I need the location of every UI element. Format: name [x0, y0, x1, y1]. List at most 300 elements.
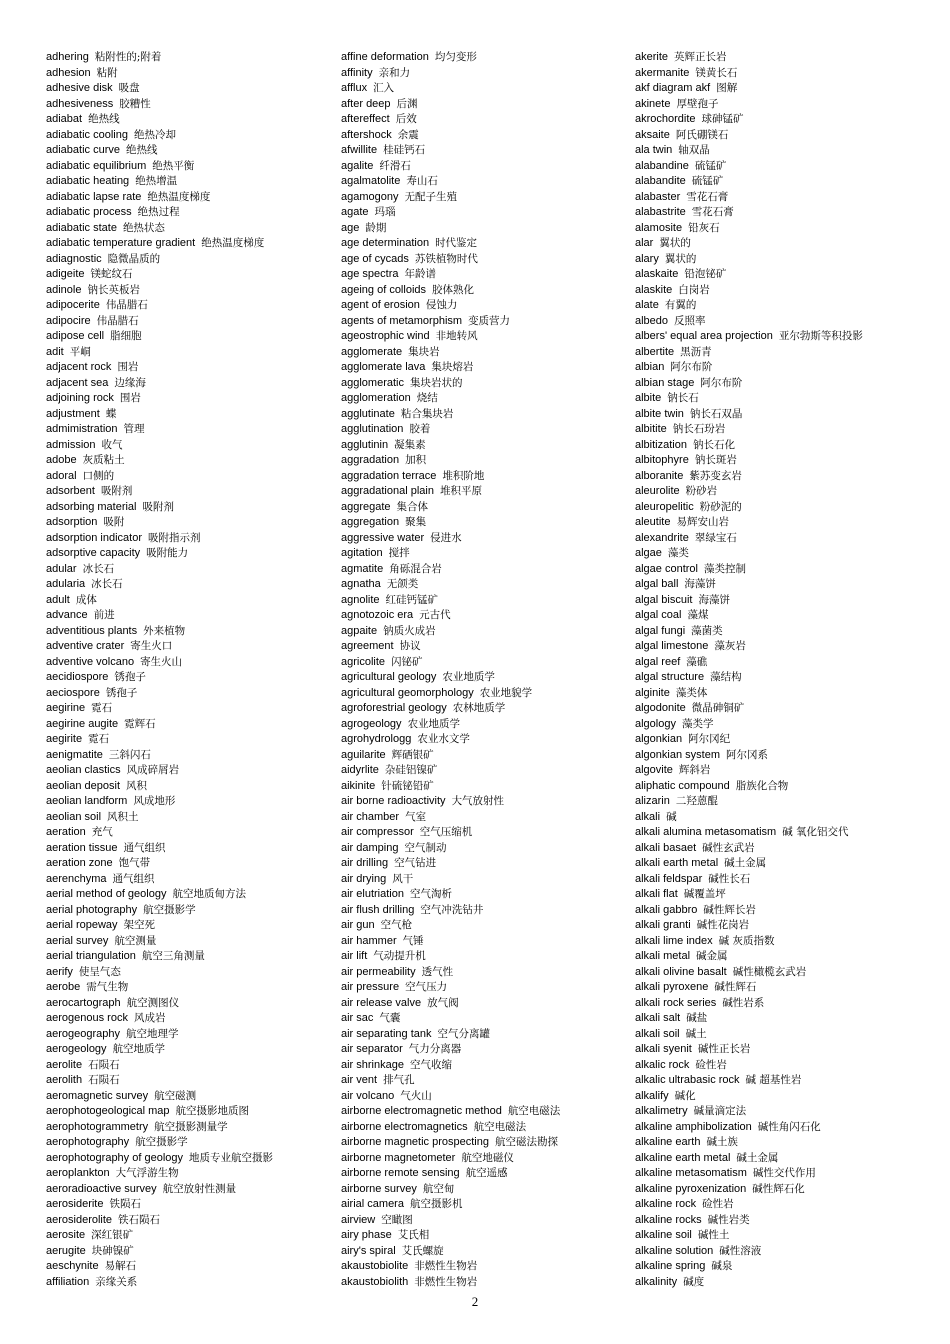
chinese-translation: 碱度 — [683, 1275, 705, 1288]
glossary-entry — [635, 174, 940, 190]
glossary-entry — [635, 825, 940, 841]
glossary-entry — [341, 763, 641, 779]
chinese-translation: 钠长石玢岩 — [672, 423, 726, 435]
glossary-entry — [341, 1197, 641, 1213]
english-term: aggregation — [341, 516, 400, 528]
chinese-translation: 绝热平衡 — [152, 159, 195, 172]
english-term: after deep — [341, 97, 391, 110]
chinese-translation: 玛瑙 — [374, 206, 396, 218]
english-term: aikinite — [341, 779, 376, 792]
chinese-translation: 空气钻进 — [394, 857, 437, 869]
english-term: aleuropelitic — [635, 500, 694, 513]
glossary-entry — [46, 190, 346, 206]
english-term: alkali salt — [635, 1012, 681, 1024]
chinese-translation: 霓石 — [88, 733, 110, 745]
glossary-entry — [341, 81, 641, 97]
english-term: adventive crater — [46, 640, 125, 652]
english-term: aftershock — [341, 128, 392, 141]
glossary-entry — [341, 949, 641, 965]
glossary-entry — [46, 949, 346, 965]
glossary-entry — [46, 236, 346, 252]
chinese-translation: 绝热温度梯度 — [201, 237, 265, 249]
chinese-translation: 苏铁植物时代 — [414, 252, 478, 265]
english-term: aerophotogrammetry — [46, 1120, 149, 1133]
english-term: air permeability — [341, 965, 416, 978]
english-term: algal ball — [635, 578, 679, 590]
chinese-translation: 红硅钙锰矿 — [385, 593, 439, 606]
chinese-translation: 钠长英板岩 — [87, 283, 140, 296]
glossary-entry — [635, 469, 940, 485]
chinese-translation: 藻类体 — [675, 686, 708, 699]
chinese-translation: 绝热线 — [126, 144, 158, 156]
english-term: air borne radioactivity — [341, 795, 446, 807]
glossary-entry — [341, 267, 641, 283]
chinese-translation: 大气浮游生物 — [115, 1167, 179, 1179]
english-term: alkaline rock — [635, 1198, 697, 1210]
chinese-translation: 放气阀 — [427, 996, 459, 1009]
english-term: agglutinate — [341, 407, 395, 420]
chinese-translation: 烧结 — [416, 392, 438, 404]
chinese-translation: 翼状的 — [664, 252, 697, 265]
english-term: air vent — [341, 1074, 378, 1086]
english-term: alginite — [635, 686, 670, 699]
chinese-translation: 空气压力 — [405, 981, 448, 993]
english-term: aguilarite — [341, 748, 386, 761]
glossary-entry — [46, 841, 346, 857]
glossary-entry — [635, 577, 940, 593]
glossary-entry — [46, 205, 346, 221]
english-term: adjustment — [46, 407, 100, 420]
chinese-translation: 余震 — [397, 128, 419, 141]
chinese-translation: 吸附剂 — [100, 485, 133, 497]
english-term: air lift — [341, 950, 368, 962]
chinese-translation: 边缘海 — [114, 376, 146, 389]
glossary-entry — [341, 887, 641, 903]
english-term: algal reef — [635, 655, 681, 668]
glossary-entry — [341, 469, 641, 485]
chinese-translation: 碱性辉石 — [714, 981, 757, 993]
english-term: afwillite — [341, 144, 378, 156]
english-term: akaustobiolith — [341, 1275, 409, 1288]
chinese-translation: 硷性岩 — [695, 1058, 727, 1071]
chinese-translation: 粉砂岩 — [685, 485, 718, 497]
chinese-translation: 空气收缩 — [409, 1058, 452, 1071]
chinese-translation: 碱土 — [685, 1027, 707, 1040]
english-term: albite twin — [635, 407, 684, 420]
english-term: alary — [635, 252, 659, 265]
chinese-translation: 吸附 — [103, 516, 125, 528]
english-term: adiabatic temperature gradient — [46, 237, 196, 249]
english-term: alkali soil — [635, 1027, 680, 1040]
english-term: adhesion — [46, 66, 91, 79]
english-term: alkali lime index — [635, 934, 713, 947]
glossary-entry — [635, 66, 940, 82]
glossary-entry — [46, 1120, 346, 1136]
chinese-translation: 微晶砷铜矿 — [691, 702, 745, 714]
chinese-translation: 角砾混合岩 — [389, 562, 442, 575]
chinese-translation: 气室 — [405, 810, 427, 823]
glossary-entry — [341, 1089, 641, 1105]
english-term: alabandite — [635, 175, 686, 187]
english-term: aggradational plain — [341, 485, 434, 497]
glossary-entry — [46, 422, 346, 438]
glossary-entry — [635, 593, 940, 609]
chinese-translation: 易解石 — [104, 1260, 137, 1272]
english-term: aleurolite — [635, 485, 680, 497]
glossary-entry — [46, 965, 346, 981]
chinese-translation: 聚集 — [405, 516, 427, 528]
glossary-entry — [46, 360, 346, 376]
english-term: ala twin — [635, 144, 673, 156]
english-term: adhesive disk — [46, 82, 113, 94]
glossary-entry — [341, 562, 641, 578]
glossary-entry — [635, 608, 940, 624]
english-term: aenigmatite — [46, 748, 103, 761]
chinese-translation: 黑沥青 — [680, 345, 712, 358]
glossary-entry — [341, 515, 641, 531]
chinese-translation: 石陨石 — [88, 1058, 120, 1071]
chinese-translation: 碱性长石 — [708, 872, 751, 885]
glossary-entry — [46, 732, 346, 748]
glossary-entry — [46, 283, 346, 299]
glossary-entry — [341, 980, 641, 996]
glossary-column-3 — [635, 50, 940, 1290]
english-term: airborne remote sensing — [341, 1167, 460, 1179]
glossary-entry — [46, 174, 346, 190]
english-term: alkali rock series — [635, 996, 717, 1009]
english-term: albertite — [635, 345, 675, 358]
chinese-translation: 航空摄影学 — [143, 903, 196, 916]
glossary-entry — [341, 500, 641, 516]
glossary-entry — [635, 1275, 940, 1291]
glossary-entry — [635, 903, 940, 919]
glossary-entry — [46, 469, 346, 485]
glossary-entry — [341, 717, 641, 733]
english-term: air hammer — [341, 934, 397, 947]
chinese-translation: 藻菌类 — [691, 624, 723, 637]
glossary-entry — [46, 1228, 346, 1244]
english-term: adularia — [46, 578, 86, 590]
chinese-translation: 伟晶腊石 — [96, 314, 139, 327]
glossary-entry — [341, 283, 641, 299]
english-term: agnatha — [341, 578, 381, 590]
chinese-translation: 白岗岩 — [678, 283, 710, 296]
english-term: adiabatic curve — [46, 144, 120, 156]
glossary-entry — [341, 252, 641, 268]
chinese-translation: 后渊 — [396, 97, 418, 110]
glossary-entry — [635, 546, 940, 562]
glossary-entry — [46, 593, 346, 609]
chinese-translation: 藻类学 — [681, 717, 714, 730]
chinese-translation: 气力分离器 — [408, 1043, 462, 1055]
glossary-entry — [46, 608, 346, 624]
english-term: aeration tissue — [46, 841, 118, 854]
chinese-translation: 航空摄影机 — [409, 1198, 463, 1210]
english-term: adjoining rock — [46, 392, 114, 404]
english-term: akaustobiolite — [341, 1260, 409, 1272]
english-term: alabaster — [635, 190, 681, 203]
chinese-translation: 碱性溶液 — [719, 1244, 762, 1257]
english-term: adventitious plants — [46, 624, 138, 637]
english-term: alkaline pyroxenization — [635, 1182, 747, 1195]
glossary-entry — [46, 252, 346, 268]
glossary-entry — [341, 593, 641, 609]
chinese-translation: 藻类控制 — [704, 562, 746, 575]
chinese-translation: 集块熔岩 — [431, 361, 474, 373]
chinese-translation: 架空死 — [123, 919, 156, 931]
glossary-entry — [635, 128, 940, 144]
glossary-entry — [46, 391, 346, 407]
glossary-entry — [635, 1089, 940, 1105]
glossary-entry — [341, 1244, 641, 1260]
chinese-translation: 阿尔布阶 — [670, 361, 713, 373]
chinese-translation: 碱土金属 — [724, 857, 767, 869]
glossary-entry — [635, 1042, 940, 1058]
glossary-entry — [46, 562, 346, 578]
english-term: adit — [46, 345, 64, 358]
english-term: akerite — [635, 51, 669, 63]
chinese-translation: 粘附性的;附着 — [94, 51, 162, 63]
english-term: air separating tank — [341, 1027, 432, 1040]
english-term: adiabatic process — [46, 206, 132, 218]
glossary-entry — [46, 639, 346, 655]
chinese-translation: 亲和力 — [378, 66, 411, 79]
english-term: aerobe — [46, 981, 81, 993]
chinese-translation: 英辉正长岩 — [674, 51, 727, 63]
glossary-entry — [635, 97, 940, 113]
glossary-entry — [46, 1197, 346, 1213]
glossary-entry — [341, 1058, 641, 1074]
glossary-entry — [635, 701, 940, 717]
chinese-translation: 充气 — [91, 826, 113, 838]
chinese-translation: 硫锰矿 — [694, 159, 727, 172]
chinese-translation: 钠长石双晶 — [689, 407, 743, 420]
english-term: adipocire — [46, 314, 91, 327]
chinese-translation: 通气组织 — [123, 841, 166, 854]
english-term: algodonite — [635, 702, 686, 714]
english-term: agent of erosion — [341, 299, 420, 311]
chinese-translation: 轴双晶 — [678, 144, 710, 156]
chinese-translation: 针硫铋铅矿 — [381, 779, 434, 792]
chinese-translation: 农业地质学 — [407, 717, 461, 730]
english-term: agate — [341, 206, 369, 218]
english-term: albedo — [635, 314, 669, 327]
english-term: adjacent sea — [46, 376, 109, 389]
glossary-entry — [46, 1104, 346, 1120]
chinese-translation: 镁黄长石 — [695, 66, 738, 79]
chinese-translation: 反照率 — [674, 314, 706, 327]
chinese-translation: 杂硅铝镍矿 — [384, 764, 438, 776]
chinese-translation: 吸附指示剂 — [148, 531, 201, 544]
chinese-translation: 碱化 — [674, 1089, 696, 1102]
english-term: alkaline amphibolization — [635, 1120, 752, 1133]
glossary-column-2 — [341, 50, 641, 1290]
chinese-translation: 碱性土 — [697, 1229, 730, 1241]
english-term: agents of metamorphism — [341, 314, 463, 327]
english-term: air drilling — [341, 857, 389, 869]
english-term: adiabat — [46, 113, 83, 125]
english-term: affiliation — [46, 1275, 90, 1288]
english-term: alaskaite — [635, 268, 679, 280]
english-term: algae control — [635, 562, 698, 575]
chinese-translation: 通气组织 — [112, 872, 155, 885]
glossary-entry — [341, 314, 641, 330]
glossary-entry — [341, 422, 641, 438]
chinese-translation: 碱 灰质指数 — [718, 934, 775, 947]
chinese-translation: 航空测量 — [114, 934, 157, 947]
glossary-entry — [635, 980, 940, 996]
glossary-entry — [341, 1104, 641, 1120]
glossary-entry — [635, 763, 940, 779]
glossary-entry — [635, 407, 940, 423]
glossary-entry — [46, 670, 346, 686]
chinese-translation: 风干 — [392, 872, 414, 885]
chinese-translation: 海藻饼 — [698, 593, 730, 606]
english-term: agglomerate — [341, 345, 403, 358]
english-term: alkaline soil — [635, 1229, 692, 1241]
glossary-entry — [46, 438, 346, 454]
chinese-translation: 碱土族 — [706, 1136, 738, 1148]
chinese-translation: 硷性岩 — [702, 1198, 734, 1210]
chinese-translation: 收气 — [101, 438, 123, 451]
glossary-entry — [46, 872, 346, 888]
glossary-entry — [635, 655, 940, 671]
english-term: alabastrite — [635, 206, 686, 218]
english-term: algae — [635, 547, 662, 559]
glossary-entry — [341, 779, 641, 795]
chinese-translation: 航空放射性测量 — [162, 1182, 237, 1195]
english-term: algology — [635, 717, 676, 730]
chinese-translation: 农业水文学 — [417, 733, 470, 745]
english-term: aerophotography — [46, 1136, 130, 1148]
glossary-entry — [635, 1182, 940, 1198]
glossary-entry — [635, 252, 940, 268]
chinese-translation: 寄生火口 — [130, 640, 173, 652]
english-term: adular — [46, 562, 77, 575]
english-term: air drying — [341, 872, 387, 885]
english-term: air elutriation — [341, 888, 404, 900]
english-term: adsorbing material — [46, 500, 137, 513]
chinese-translation: 农业地质学 — [442, 671, 495, 683]
glossary-entry — [46, 1151, 346, 1167]
english-term: airy's spiral — [341, 1244, 396, 1257]
glossary-entry — [341, 1182, 641, 1198]
chinese-translation: 有翼的 — [664, 299, 697, 311]
glossary-entry — [46, 329, 346, 345]
chinese-translation: 排气孔 — [383, 1074, 415, 1086]
english-term: alizarin — [635, 795, 670, 807]
glossary-entry — [46, 267, 346, 283]
chinese-translation: 雪花石膏 — [686, 190, 729, 203]
english-term: airborne survey — [341, 1182, 417, 1195]
glossary-entry — [341, 407, 641, 423]
english-term: air flush drilling — [341, 903, 415, 916]
glossary-entry — [46, 515, 346, 531]
english-term: adsorbent — [46, 485, 95, 497]
glossary-entry — [635, 748, 940, 764]
english-term: air gun — [341, 919, 375, 931]
glossary-entry — [635, 143, 940, 159]
glossary-entry — [46, 221, 346, 237]
english-term: alexandrite — [635, 531, 689, 544]
english-term: agalite — [341, 159, 374, 172]
chinese-translation: 辉硒银矿 — [391, 748, 434, 761]
chinese-translation: 冰长石 — [82, 562, 115, 575]
chinese-translation: 碱 超基性岩 — [745, 1074, 802, 1086]
english-term: adipose cell — [46, 330, 105, 342]
chinese-translation: 吸附剂 — [142, 500, 174, 513]
chinese-translation: 空瞰图 — [381, 1213, 413, 1226]
chinese-translation: 非燃性生物岩 — [414, 1275, 478, 1288]
glossary-entry — [635, 236, 940, 252]
chinese-translation: 阿尔布阶 — [700, 376, 743, 389]
glossary-entry — [341, 112, 641, 128]
english-term: alaskite — [635, 283, 673, 296]
english-term: adsorption — [46, 516, 98, 528]
glossary-entry — [635, 500, 940, 516]
chinese-translation: 阿尔冈纪 — [688, 733, 731, 745]
glossary-entry — [341, 1151, 641, 1167]
glossary-entry — [46, 128, 346, 144]
glossary-entry — [341, 484, 641, 500]
glossary-entry — [341, 965, 641, 981]
glossary-entry — [341, 1042, 641, 1058]
english-term: aeolian deposit — [46, 779, 121, 792]
glossary-entry — [635, 1027, 940, 1043]
chinese-translation: 霓石 — [91, 702, 113, 714]
chinese-translation: 碱 氧化铝交代 — [782, 826, 849, 838]
glossary-entry — [635, 159, 940, 175]
chinese-translation: 成体 — [75, 593, 97, 606]
chinese-translation: 绝热过程 — [137, 206, 180, 218]
chinese-translation: 碱量滴定法 — [693, 1105, 747, 1117]
chinese-translation: 藻结构 — [710, 671, 742, 683]
glossary-entry — [341, 670, 641, 686]
english-term: age of cycads — [341, 252, 409, 265]
chinese-translation: 风成岩 — [133, 1012, 166, 1024]
chinese-translation: 闪铋矿 — [391, 655, 423, 668]
english-term: adiabatic equilibrium — [46, 159, 147, 172]
chinese-translation: 集合体 — [396, 500, 429, 513]
glossary-entry — [341, 376, 641, 392]
glossary-entry — [46, 500, 346, 516]
english-term: alboranite — [635, 469, 684, 482]
glossary-entry — [635, 221, 940, 237]
english-term: algonkian system — [635, 748, 720, 761]
chinese-translation: 碱性花岗岩 — [696, 919, 750, 931]
glossary-entry — [46, 918, 346, 934]
english-term: albite — [635, 392, 662, 404]
glossary-entry — [635, 810, 940, 826]
english-term: albers' equal area projection — [635, 330, 773, 342]
chinese-translation: 龄期 — [365, 221, 387, 234]
english-term: aerosiderolite — [46, 1213, 113, 1226]
chinese-translation: 绝热状态 — [122, 221, 165, 234]
glossary-entry — [635, 624, 940, 640]
english-term: albitite — [635, 423, 667, 435]
glossary-entry — [635, 670, 940, 686]
glossary-entry — [46, 1135, 346, 1151]
glossary-entry — [46, 1259, 346, 1275]
glossary-entry — [341, 856, 641, 872]
chinese-translation: 空气制动 — [404, 841, 447, 854]
glossary-entry — [46, 453, 346, 469]
english-term: adhering — [46, 51, 89, 63]
english-term: air sac — [341, 1012, 374, 1024]
glossary-entry — [635, 887, 940, 903]
glossary-entry — [341, 624, 641, 640]
glossary-entry — [341, 903, 641, 919]
